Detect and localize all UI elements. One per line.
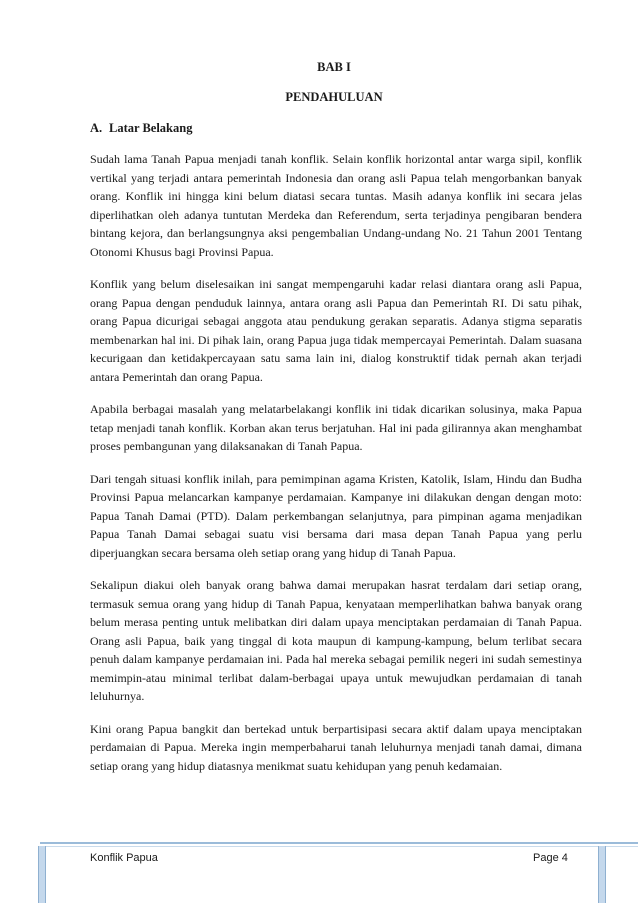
section-letter: A. bbox=[90, 121, 103, 135]
section-title: Latar Belakang bbox=[109, 121, 193, 135]
footer-rule bbox=[40, 842, 638, 844]
footer-rule-thin bbox=[40, 846, 638, 847]
footer-right-bar bbox=[598, 846, 606, 903]
paragraph-4: Dari tengah situasi konflik inilah, para pemimpinan agama Kristen, Katolik, Islam, Hindu dan Budha Provinsi Papua melancarkan kampanye perdamaian. Kampanye ini dilakukan dengan dengan moto: Papua Tanah Damai (PTD). Dalam perkembangan selanjutnya, para pimpinan agama menjadikan Papua Tanah Damai sebagai suatu visi bersama dari masa depan Tanah Papua yang perlu diperjuangkan secara bersama oleh setiap orang yang hidup di Tanah Papua. bbox=[90, 471, 582, 560]
chapter-title: PENDAHULUAN bbox=[285, 90, 383, 104]
section-heading bbox=[90, 121, 192, 136]
footer-left-bar bbox=[38, 846, 46, 903]
paragraph-6: Kini orang Papua bangkit dan bertekad untuk berpartisipasi secara aktif dalam upaya menciptakan perdamaian di Papua. Mereka ingin memperbaharui tanah leluhurnya menjadi tanah damai, dimana setiap orang yang hidup diatasnya menikmat suatu kehidupan yang penuh kedamaian. bbox=[90, 721, 582, 773]
paragraph-5: Sekalipun diakui oleh banyak orang bahwa damai merupakan hasrat terdalam dari setiap orang, termasuk semua orang yang hidup di Tanah Papua, kenyataan memperlihatkan bahwa banyak orang belum merasa penting untuk melibatkan diri dalam upaya menciptakan perdamaian di Tanah Papua. Orang asli Papua, baik yang tinggal di kota maupun di kampung-kampung, belum terlibat secara penuh dalam kampanye perdamaian ini. Pada hal mereka sebagai pemilik negeri ini sudah semestinya memimpin-atau minimal terlibat dalam-berbagai upaya untuk mewujudkan perdamaian di tanah leluhurnya. bbox=[90, 578, 582, 703]
chapter-number: BAB I bbox=[317, 60, 351, 74]
paragraph-3: Apabila berbagai masalah yang melatarbelakangi konflik ini tidak dicarikan solusinya, maka Papua tetap menjadi tanah konflik. Korban akan terus berjatuhan. Hal ini pada gilirannya akan menghambat proses pembangunan yang dilaksanakan di Tanah Papua. bbox=[90, 402, 582, 453]
paragraph-1: Sudah lama Tanah Papua menjadi tanah konflik. Selain konflik horizontal antar warga sipil, konflik vertikal yang terjadi antara pemerintah Indonesia dan orang asli Papua telah mengorbankan banyak orang. Konflik ini hingga kini belum diatasi secara tuntas. Masih adanya konflik ini secara jelas diperlihatkan oleh adanya tuntutan Merdeka dan Referendum, serta terjadinya pengibaran bendera bintang kejora, dan berlangsungnya aksi pengembalian Undang-undang No. 21 Tahun 2001 Tentang Otonomi Khusus bagi Provinsi Papua. bbox=[90, 152, 582, 259]
paragraph-2: Konflik yang belum diselesaikan ini sangat mempengaruhi kadar relasi diantara orang asli Papua, orang Papua dengan penduduk lainnya, antara orang asli Papua dan Pemerintah RI. Di satu pihak, orang Papua dicurigai sebagai anggota atau pendukung gerakan separatis. Adanya stigma separatis membenarkan hal ini. Di pihak lain, orang Papua juga tidak mempercayai Pemerintah. Dalam suasana kecurigaan dan ketidakpercayaan satu sama lain ini, dialog konstruktif tidak pernah akan terjadi antara Pemerintah dan orang Papua. bbox=[90, 277, 582, 384]
footer-document-title: Konflik Papua bbox=[90, 852, 158, 864]
body-text bbox=[90, 150, 582, 789]
footer-page-number: Page 4 bbox=[533, 852, 568, 864]
